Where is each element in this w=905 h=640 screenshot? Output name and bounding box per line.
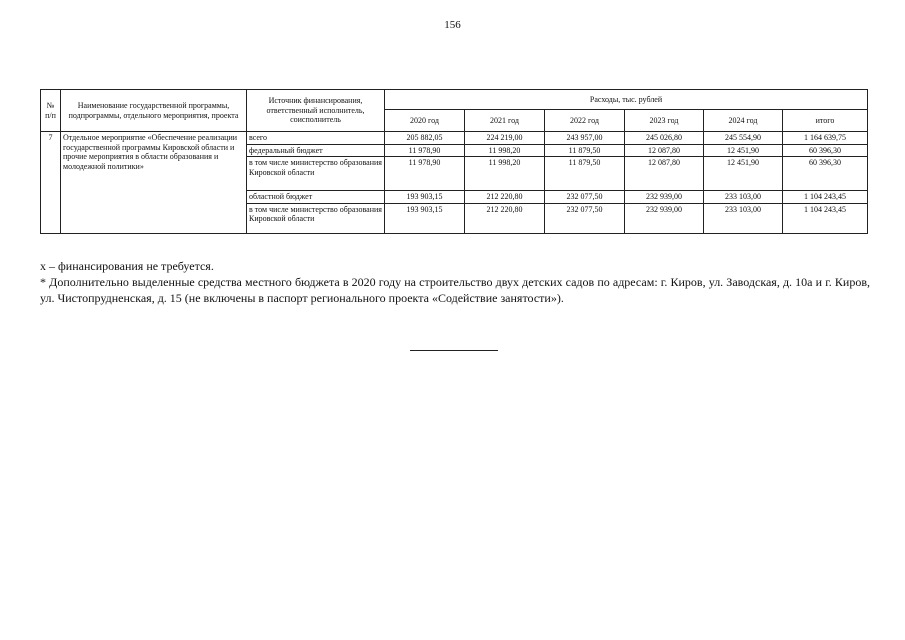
total-cell: 1 104 243,45 xyxy=(783,203,868,233)
value-cell: 11 879,50 xyxy=(545,157,625,191)
value-cell: 12 087,80 xyxy=(625,157,704,191)
source-cell: федеральный бюджет xyxy=(247,144,385,157)
source-cell: всего xyxy=(247,132,385,145)
value-cell: 245 554,90 xyxy=(704,132,783,145)
header-year-2021: 2021 год xyxy=(465,110,545,132)
table-row xyxy=(41,132,868,145)
header-year-2023: 2023 год xyxy=(625,110,704,132)
value-cell: 12 087,80 xyxy=(625,144,704,157)
value-cell: 11 978,90 xyxy=(385,144,465,157)
footnote-asterisk: * Дополнительно выделенные средства местного бюджета в 2020 году на строительство двух детских садов по адресам: г. Киров, ул. Заводская, д. 10а и г. Киров, ул. Чистопрудненская, д. 15 (не включены в паспорт регионального проекта «Содействие занятости»). xyxy=(40,275,870,305)
value-cell: 11 879,50 xyxy=(545,144,625,157)
value-cell: 193 903,15 xyxy=(385,191,465,204)
value-cell: 212 220,80 xyxy=(465,203,545,233)
value-cell: 11 998,20 xyxy=(465,157,545,191)
value-cell: 232 077,50 xyxy=(545,203,625,233)
total-cell: 60 396,30 xyxy=(783,157,868,191)
header-name: Наименование государственной программы, подпрограммы, отдельного мероприятия, проекта xyxy=(61,90,247,132)
footnote-x: х – финансирования не требуется. xyxy=(40,259,214,273)
total-cell: 60 396,30 xyxy=(783,144,868,157)
separator-line xyxy=(410,350,498,351)
source-cell: в том числе министерство образования Кировской области xyxy=(247,157,385,191)
header-year-2020: 2020 год xyxy=(385,110,465,132)
value-cell: 212 220,80 xyxy=(465,191,545,204)
value-cell: 232 077,50 xyxy=(545,191,625,204)
value-cell: 233 103,00 xyxy=(704,191,783,204)
value-cell: 232 939,00 xyxy=(625,203,704,233)
budget-table xyxy=(40,89,868,234)
value-cell: 232 939,00 xyxy=(625,191,704,204)
value-cell: 245 026,80 xyxy=(625,132,704,145)
header-year-2022: 2022 год xyxy=(545,110,625,132)
footnotes xyxy=(40,258,870,306)
source-cell: в том числе министерство образования Кировской области xyxy=(247,203,385,233)
item-name: Отдельное мероприятие «Обеспечение реализации государственной программы Кировской области и прочие мероприятия в области образования и молодежной политики» xyxy=(61,132,247,234)
value-cell: 12 451,90 xyxy=(704,144,783,157)
header-total: итого xyxy=(783,110,868,132)
value-cell: 243 957,00 xyxy=(545,132,625,145)
value-cell: 224 219,00 xyxy=(465,132,545,145)
header-num: № п/п xyxy=(41,90,61,132)
total-cell: 1 104 243,45 xyxy=(783,191,868,204)
total-cell: 1 164 639,75 xyxy=(783,132,868,145)
header-row-main xyxy=(41,90,868,110)
value-cell: 11 998,20 xyxy=(465,144,545,157)
item-number: 7 xyxy=(41,132,61,234)
value-cell: 11 978,90 xyxy=(385,157,465,191)
header-expenses: Расходы, тыс. рублей xyxy=(385,90,868,110)
value-cell: 233 103,00 xyxy=(704,203,783,233)
header-source: Источник финансирования, ответственный исполнитель, соисполнитель xyxy=(247,90,385,132)
value-cell: 12 451,90 xyxy=(704,157,783,191)
value-cell: 193 903,15 xyxy=(385,203,465,233)
page-number: 156 xyxy=(444,19,461,31)
header-year-2024: 2024 год xyxy=(704,110,783,132)
source-cell: областной бюджет xyxy=(247,191,385,204)
value-cell: 205 882,05 xyxy=(385,132,465,145)
